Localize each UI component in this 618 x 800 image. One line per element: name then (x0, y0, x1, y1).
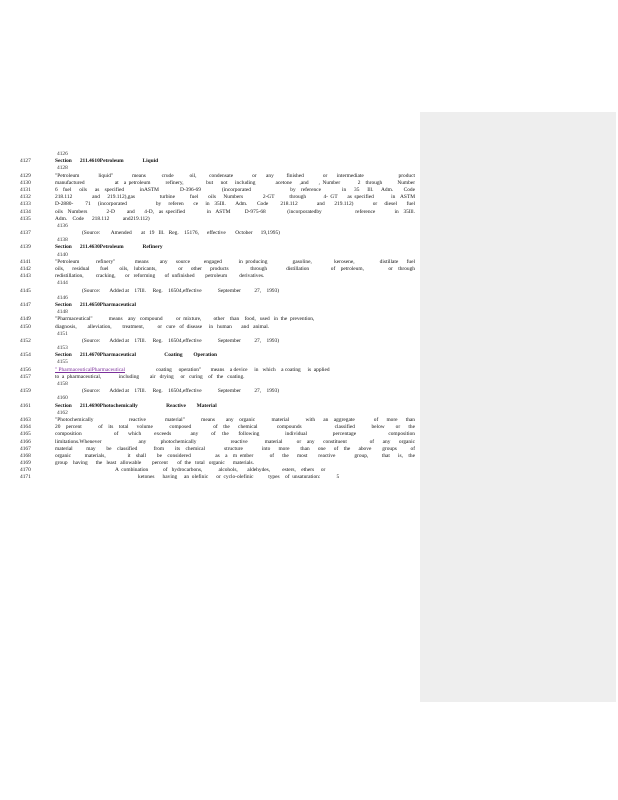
document-line (20, 403, 415, 410)
line-text: A combination of hydrocarbons, alcohols, aldehydes, esters, ethers or (115, 467, 326, 474)
document-line (20, 173, 415, 180)
document-line (20, 309, 415, 316)
line-text: ketones having an olefinic or cyclo-olefinic types of unsaturation: 5 (138, 474, 340, 481)
line-text: (Source: Amended at 19 Ill. Reg. 15176, effective October 19,1995) (82, 230, 280, 237)
document-line (20, 273, 415, 280)
line-number: 4143 (20, 273, 31, 280)
section-heading: Section 211.4650Pharmaceutical (55, 301, 136, 308)
document-line (20, 352, 415, 359)
line-number: 4154 (20, 352, 31, 359)
section-heading: Section 211.4630Petroleum Refinery (55, 244, 163, 251)
line-text: 6 fuel oils as specified inASTM D-396-69 (incorporated by reference in 35 Ill. Adm. Code (55, 186, 415, 193)
document-line (20, 259, 415, 266)
line-number: 4129 (20, 172, 31, 179)
line-number: 4147 (20, 301, 31, 308)
document-line (20, 460, 415, 467)
line-number: 4131 (20, 186, 31, 193)
sub-line-number: 4162 (57, 409, 68, 416)
line-text: redistillation, cracking, or reforming of unfinished petroleum derivatives. (55, 273, 265, 280)
line-number: 4137 (20, 230, 31, 237)
sub-line-number: 4146 (57, 294, 68, 301)
line-number: 4169 (20, 460, 31, 467)
document-body (20, 151, 415, 482)
document-line (20, 467, 415, 474)
document-line (20, 237, 415, 244)
line-text: oils, residual fuel oils, lubricants, or other products through distillation of petroleum, or through (55, 266, 415, 272)
line-text: 20 percent of its total volume composed of the chemical compounds classified below or the (55, 424, 415, 431)
document-line (20, 223, 415, 230)
document-line (20, 388, 415, 395)
document-line (20, 324, 415, 331)
line-text: (Source: Added at 17Ill. Reg. 16504,effective September 27, 1993) (82, 287, 280, 294)
document-line (20, 230, 415, 237)
line-number: 4145 (20, 287, 31, 294)
sub-line-number: 4160 (57, 395, 68, 402)
comment-pane (420, 112, 616, 702)
document-line (20, 417, 415, 424)
document-line (20, 331, 415, 338)
document-line (20, 395, 415, 402)
document-line (20, 194, 415, 201)
sub-line-number: 4140 (57, 251, 68, 258)
document-line (20, 359, 415, 366)
sub-line-number: 4148 (57, 309, 68, 316)
section-heading: Section 211.4690Photochemically Reactive Material (55, 402, 217, 409)
document-line (20, 187, 415, 194)
line-number: 4142 (20, 266, 31, 272)
line-number: 4141 (20, 258, 31, 265)
document-line (20, 158, 415, 165)
line-number: 4133 (20, 201, 31, 208)
document-line (20, 244, 415, 251)
document-line (20, 252, 415, 259)
line-text: "Pharmaceutical" means any compound or mixture, other than food, used in the prevention, (55, 316, 315, 323)
document-line (20, 180, 415, 187)
line-number: 4164 (20, 424, 31, 431)
document-line (20, 288, 415, 295)
line-number: 4135 (20, 215, 31, 222)
line-number: 4139 (20, 244, 31, 251)
line-number: 4156 (20, 366, 31, 373)
section-heading: Section 211.4610Petroleum Liquid (55, 158, 159, 165)
sub-line-number: 4153 (57, 345, 68, 352)
line-number: 4171 (20, 474, 31, 481)
document-line (20, 338, 415, 345)
document-line (20, 474, 415, 481)
document-line (20, 424, 415, 431)
line-text: Adm. Code 218.112 and219.112) (55, 215, 150, 222)
line-number: 4130 (20, 179, 31, 186)
line-text: 218.112 and 219.112),gas turbine fuel oils Numbers 2-GT through 4- GT as specified in ASTM (55, 194, 415, 201)
document-line (20, 302, 415, 309)
section-heading: Section 211.4670Pharmaceutical Coating Operation (55, 352, 218, 359)
line-number: 4132 (20, 194, 31, 201)
document-line (20, 453, 415, 460)
line-number: 4165 (20, 431, 31, 438)
line-number: 4168 (20, 452, 31, 459)
document-line (20, 367, 415, 374)
sub-line-number: 4136 (57, 222, 68, 229)
line-number: 4167 (20, 445, 31, 452)
line-text: "Petroleum liquid" means crude oil, condensate or any finished or intermediate product (55, 172, 415, 179)
sub-line-number: 4155 (57, 359, 68, 366)
document-line (20, 374, 415, 381)
line-text: "Petroleum refinery" means any source engaged in producing gasoline, kerosene, distillate fuel (55, 258, 415, 265)
document-line (20, 381, 415, 388)
document-line (20, 410, 415, 417)
line-text: manufactured at a petroleum refinery, but not including acetone ,and , Number 2 through Number (55, 179, 415, 186)
sub-line-number: 4138 (57, 237, 68, 244)
line-number: 4157 (20, 373, 31, 380)
line-number: 4166 (20, 438, 31, 445)
line-text: (Source: Added at 17Ill. Reg. 16504,effective September 27, 1993) (82, 337, 280, 344)
line-text: oils Numbers 2-D and 4-D, as specified in ASTM D-975-68 (incorporatedby reference in 35Ill. (55, 208, 415, 215)
line-number: 4149 (20, 316, 31, 323)
line-number: 4150 (20, 323, 31, 330)
document-line (20, 316, 415, 323)
document-line (20, 266, 415, 273)
line-text: (Source: Added at 17Ill. Reg. 16504,effective September 27, 1993) (82, 388, 280, 395)
line-text-rest: coating operation" means a device in which a coating is applied (125, 366, 330, 373)
document-line (20, 295, 415, 302)
line-text: composition of which exceeds any of the following individual percentage composition (55, 431, 415, 438)
line-text: "Photochemically reactive material" means any organic material with an aggregate of more than (55, 416, 415, 423)
document-line (20, 201, 415, 208)
line-text: diagnosis, alleviation, treatment, or cure of disease in human and animal. (55, 323, 270, 330)
sub-line-number: 4128 (57, 165, 68, 172)
sub-line-number: 4158 (57, 381, 68, 387)
tracked-change-link[interactable]: " PharmaceuticalPharmaceutical (55, 366, 125, 373)
line-number: 4134 (20, 208, 31, 215)
line-number: 4170 (20, 467, 31, 474)
line-text: limitations.Whenever any photochemically reactive material or any constituent of any organic (55, 438, 415, 445)
document-line (20, 446, 415, 453)
document-line (20, 439, 415, 446)
line-text: D-2880- 71 (incorporated by referen ce in 35Ill. Adm. Code 218.112 and 219.112) or diesel fuel (55, 201, 415, 208)
document-line (20, 216, 415, 223)
document-line (20, 431, 415, 438)
document-line (20, 280, 415, 287)
line-text: material may be classified from its chemical structure into more than one of the above groups of (55, 445, 415, 452)
line-number: 4161 (20, 402, 31, 409)
line-text: group having the least allowable percent of the total organic materials. (55, 460, 255, 467)
document-line (20, 151, 415, 158)
line-number: 4127 (20, 158, 31, 165)
line-text (55, 367, 415, 374)
document-line (20, 165, 415, 172)
document-line (20, 345, 415, 352)
sub-line-number: 4126 (57, 151, 68, 157)
line-number: 4159 (20, 388, 31, 395)
sub-line-number: 4144 (57, 280, 68, 287)
sub-line-number: 4151 (57, 330, 68, 337)
line-number: 4163 (20, 416, 31, 423)
document-line (20, 209, 415, 216)
line-text: organic materials, it shall be considered as a m ember of the most reactive group, that is, the (55, 452, 415, 459)
line-text: to a pharmaceutical, including air drying or curing of the coating. (55, 373, 245, 380)
line-number: 4152 (20, 337, 31, 344)
